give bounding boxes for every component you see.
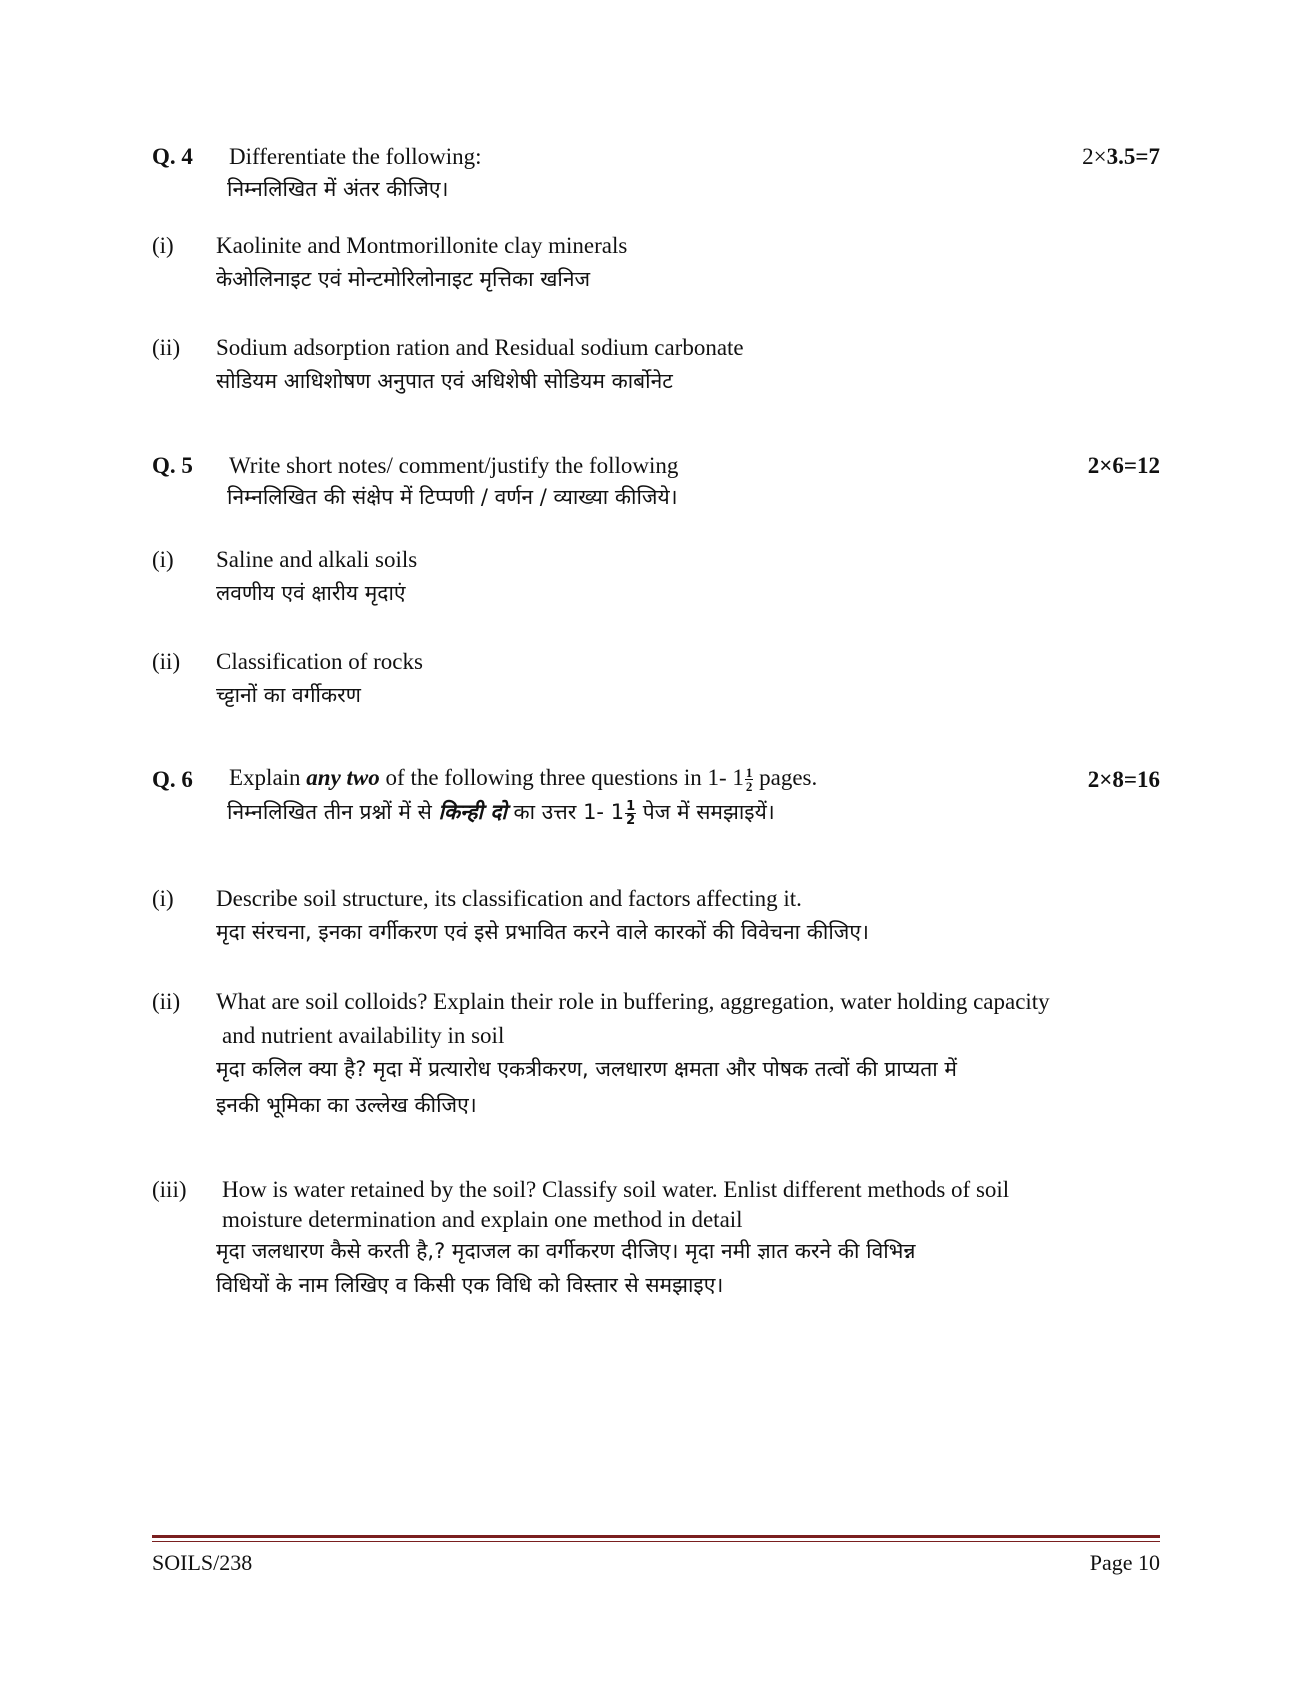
q6-item-en: Describe soil structure, its classification and factors affecting it. — [216, 886, 802, 911]
q6-title-hi-mid: का उत्तर 1- 1 — [506, 800, 625, 824]
footer-page-number: Page 10 — [1089, 1550, 1160, 1575]
q6-item-hi: मृदा संरचना, इनका वर्गीकरण एवं इसे प्रभावित करने वाले कारकों की विवेचना कीजिए। — [216, 920, 869, 944]
fraction-half — [625, 800, 636, 827]
q5-item-en: Classification of rocks — [216, 649, 423, 674]
q4-marks-value: 3.5=7 — [1106, 144, 1160, 169]
q4-item-hi: केओलिनाइट एवं मोन्टमोरिलोनाइट मृत्तिका खनिज — [216, 267, 591, 291]
q6-title-hi-emphasis: किन्ही दो — [438, 800, 507, 824]
q6-marks: 2×8=16 — [1087, 767, 1160, 792]
q6-title-hi-pre: निम्नलिखित तीन प्रश्नों में से — [227, 800, 439, 824]
q5-title-en: Write short notes/ comment/justify the following — [229, 453, 679, 478]
fraction-denominator: 2 — [626, 812, 636, 828]
q4-number: Q. 4 — [152, 144, 193, 169]
q6-item-label: (ii) — [152, 989, 181, 1014]
q6-item-hi: मृदा कलिल क्या है? मृदा में प्रत्यारोध एकत्रीकरण, जलधारण क्षमता और पोषक तत्वों की प्राप्यता में — [216, 1057, 957, 1081]
q6-item-label: (iii) — [152, 1177, 187, 1202]
q6-title-en-mid: of the following three questions in 1- 1 — [379, 765, 744, 790]
q5-item-label: (ii) — [152, 649, 181, 674]
q6-number: Q. 6 — [152, 767, 193, 792]
q4-title-en: Differentiate the following: — [229, 144, 482, 169]
q4-item-label: (i) — [152, 233, 174, 258]
q6-title-hi — [227, 797, 775, 827]
q4-marks — [1082, 143, 1160, 171]
q4-item-label: (ii) — [152, 335, 181, 360]
footer-rule-thin — [152, 1541, 1160, 1542]
q6-item-en: What are soil colloids? Explain their role in buffering, aggregation, water holding capacity — [216, 989, 1050, 1014]
fraction-numerator: 1 — [626, 798, 636, 814]
q6-item-en: How is water retained by the soil? Classify soil water. Enlist different methods of soil — [222, 1177, 1010, 1202]
q6-item-label: (i) — [152, 886, 174, 911]
q4-item-hi: सोडियम आधिशोषण अनुपात एवं अधिशेषी सोडियम कार्बोनेट — [216, 369, 673, 393]
fraction-numerator: 1 — [745, 765, 753, 781]
q5-number: Q. 5 — [152, 453, 193, 478]
q5-title-hi: निम्नलिखित की संक्षेप में टिप्पणी / वर्णन / व्याख्या कीजिये। — [227, 485, 678, 509]
q6-item-hi-cont: इनकी भूमिका का उल्लेख कीजिए। — [216, 1093, 477, 1117]
q5-marks: 2×6=12 — [1087, 453, 1160, 478]
q5-item-en: Saline and alkali soils — [216, 547, 418, 572]
q6-title-en-emphasis: any two — [306, 765, 380, 790]
q5-item-hi: च्ट्टानों का वर्गीकरण — [216, 683, 361, 707]
fraction-denominator: 2 — [745, 779, 753, 795]
q5-item-hi: लवणीय एवं क्षारीय मृदाएं — [216, 581, 406, 605]
q6-title-en-post: pages. — [753, 765, 818, 790]
footer-rule-thick — [152, 1535, 1160, 1538]
q6-item-en-cont: moisture determination and explain one method in detail — [222, 1207, 743, 1232]
q6-item-hi-cont: विधियों के नाम लिखिए व किसी एक विधि को विस्तार से समझाइए। — [216, 1273, 724, 1297]
q6-title-en-pre: Explain — [229, 765, 307, 790]
q6-title-en — [229, 764, 817, 793]
q4-marks-prefix: 2× — [1082, 144, 1107, 169]
q4-title-hi: निम्नलिखित में अंतर कीजिए। — [227, 177, 449, 201]
q4-item-en: Kaolinite and Montmorillonite clay minerals — [216, 233, 628, 258]
q6-item-hi: मृदा जलधारण कैसे करती है,? मृदाजल का वर्गीकरण दीजिए। मृदा नमी ज्ञात करने की विभिन्न — [216, 1239, 916, 1263]
q4-item-en: Sodium adsorption ration and Residual sodium carbonate — [216, 335, 744, 360]
q5-item-label: (i) — [152, 547, 174, 572]
q6-title-hi-post: पेज में समझाइयें। — [636, 800, 775, 824]
footer-code: SOILS/238 — [152, 1550, 253, 1575]
q6-item-en-cont: and nutrient availability in soil — [222, 1023, 505, 1048]
